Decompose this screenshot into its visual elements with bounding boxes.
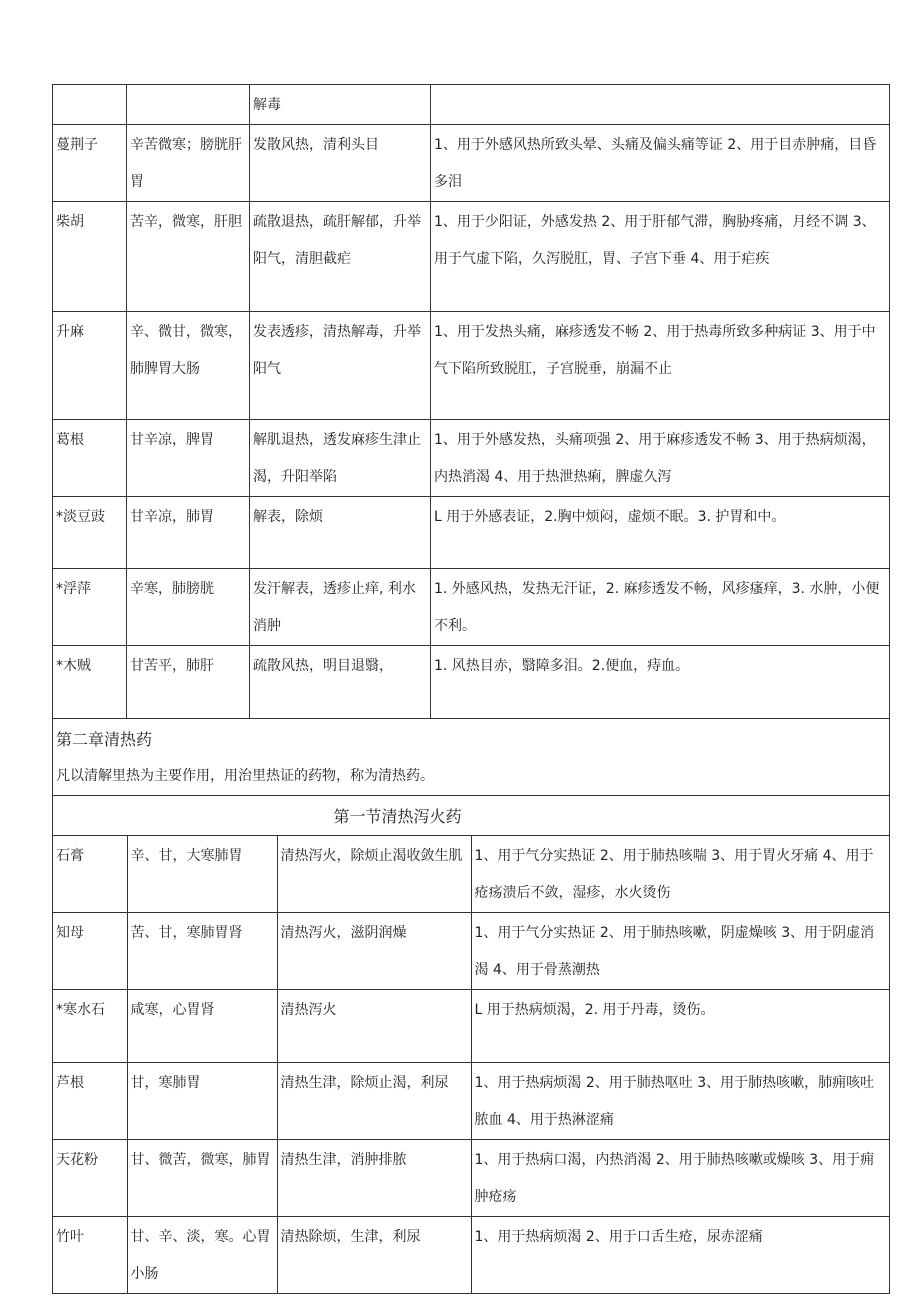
section-title: 第一节清热泻火药: [53, 796, 890, 836]
herb-effect: 清热泻火，滋阴润燥: [277, 913, 471, 989]
herb-nature: 甘苦平，肺肝: [127, 646, 250, 719]
herb-effect: 疏散退热，疏肝解郁，升举阳气，清胆截疟: [250, 202, 431, 312]
herb-usage: 1、用于气分实热证 2、用于肺热咳嗽，阴虚燥咳 3、用于阴虚消渴 4、用于骨蒸潮热: [474, 925, 875, 978]
herb-effect: 发汗解表，透疹止痒, 利水消肿: [250, 569, 431, 646]
herb-nature: 辛、甘，大寒肺胃: [127, 836, 277, 912]
herb-name: 石膏: [53, 836, 127, 912]
herb-usage: 1、用于热病口渴，内热消渴 2、用于肺热咳嗽或燥咳 3、用于痈肿疮疡: [474, 1152, 875, 1205]
chapter-title: 第二章清热药: [56, 730, 153, 749]
table-row: [53, 1217, 890, 1294]
table-row: [53, 497, 890, 569]
herb-name: *浮萍: [53, 569, 127, 646]
table-row: [53, 913, 890, 990]
herb-nature: 甘辛凉，肺胃: [127, 497, 250, 569]
chapter-row: [53, 719, 890, 796]
herb-effect: 解肌退热，透发麻疹生津止渴，升阳举陷: [250, 420, 431, 497]
herb-nature: 苦、甘，寒肺胃肾: [127, 913, 277, 989]
herb-effect: 发表透疹，清热解毒，升举阳气: [250, 312, 431, 420]
herb-usage: [431, 85, 890, 125]
herb-nature: 甘辛凉，脾胃: [127, 420, 250, 497]
herb-effect: 发散风热，清利头目: [250, 125, 431, 202]
table-row: [53, 312, 890, 420]
table-row: [53, 420, 890, 497]
chapter-cell: [53, 719, 890, 796]
herb-table: [52, 84, 890, 1294]
herb-effect: 清热泻火，除烦止渴收敛生肌: [277, 836, 471, 912]
herb-name: *淡豆豉: [53, 497, 127, 569]
herb-nature: 辛苦微寒；膀胱肝胃: [127, 125, 250, 202]
herb-usage: 1、用于发热头痛，麻疹透发不畅 2、用于热毒所致多种病证 3、用于中气下陷所致脱肛，子宫脱垂，崩漏不止: [431, 312, 890, 420]
table-row: [53, 1063, 890, 1140]
herb-usage: 1、用于少阳证，外感发热 2、用于肝郁气滞，胸胁疼痛，月经不调 3、用于气虚下陷，久泻脱肛，胃、子宫下垂 4、用于疟疾: [431, 202, 890, 312]
herb-usage: 1、用于外感发热，头痛项强 2、用于麻疹透发不畅 3、用于热病烦渴，内热消渴 4、用于热泄热痢，脾虚久泻: [431, 420, 890, 497]
section-row: [53, 796, 890, 836]
herb-name: [53, 85, 127, 125]
herb-effect: 清热除烦，生津，利尿: [277, 1217, 471, 1293]
table-row: [53, 836, 890, 913]
herb-name: *寒水石: [53, 990, 127, 1062]
herb-name: 天花粉: [53, 1140, 127, 1216]
herb-name: 芦根: [53, 1063, 127, 1139]
herb-name: 升麻: [53, 312, 127, 420]
herb-effect: 解表，除烦: [250, 497, 431, 569]
herb-nature: 甘，寒肺胃: [127, 1063, 277, 1139]
herb-effect: 清热生津，除烦止渴，利尿: [277, 1063, 471, 1139]
herb-usage: 1、用于热病烦渴 2、用于肺热呕吐 3、用于肺热咳嗽，肺痈咳吐脓血 4、用于热淋涩痛: [474, 1075, 875, 1128]
table-row: [53, 202, 890, 312]
herb-usage: L 用于热病烦渴，2. 用于丹毒，烫伤。: [474, 1002, 715, 1018]
herb-name: 竹叶: [53, 1217, 127, 1293]
herb-usage: 1. 外感风热，发热无汗证，2. 麻疹透发不畅，风疹瘙痒，3. 水肿，小便不利。: [431, 569, 890, 646]
herb-usage: 1、用于气分实热证 2、用于肺热咳喘 3、用于胃火牙痛 4、用于疮疡溃后不敛，湿疹，水火烫伤: [474, 848, 874, 901]
table-row: [53, 569, 890, 646]
herb-usage: 1、用于外感风热所致头晕、头痛及偏头痛等证 2、用于目赤肿痛，目昏多泪: [431, 125, 890, 202]
table-row: [53, 125, 890, 202]
herb-name: 葛根: [53, 420, 127, 497]
herb-effect: 解毒: [250, 85, 431, 125]
herb-nature: 苦辛，微寒，肝胆: [127, 202, 250, 312]
table-row: [53, 1140, 890, 1217]
herb-nature: 甘、辛、淡，寒。心胃小肠: [127, 1217, 277, 1293]
chapter-intro: 凡以清解里热为主要作用，用治里热证的药物，称为清热药。: [56, 768, 434, 784]
herb-name: 柴胡: [53, 202, 127, 312]
table-row: [53, 990, 890, 1063]
table-row: [53, 646, 890, 719]
herb-nature: [127, 85, 250, 125]
herb-name: *木贼: [53, 646, 127, 719]
herb-name: 蔓荆子: [53, 125, 127, 202]
table-row: [53, 85, 890, 125]
herb-usage: 1. 风热目赤，翳障多泪。2.便血，痔血。: [431, 646, 890, 719]
herb-effect: 清热泻火: [277, 990, 471, 1062]
herb-usage: L 用于外感表证，2.胸中烦闷，虚烦不眠。3. 护胃和中。: [431, 497, 890, 569]
herb-nature: 甘、微苦，微寒，肺胃: [127, 1140, 277, 1216]
herb-name: 知母: [53, 913, 127, 989]
herb-effect: 清热生津，消肿排脓: [277, 1140, 471, 1216]
herb-effect: 疏散风热，明目退翳，: [250, 646, 431, 719]
herb-nature: 咸寒，心胃肾: [127, 990, 277, 1062]
herb-nature: 辛寒，肺膀胱: [127, 569, 250, 646]
herb-usage: 1、用于热病烦渴 2、用于口舌生疮，尿赤涩痛: [474, 1229, 763, 1245]
herb-nature: 辛、微甘，微寒，肺脾胃大肠: [127, 312, 250, 420]
